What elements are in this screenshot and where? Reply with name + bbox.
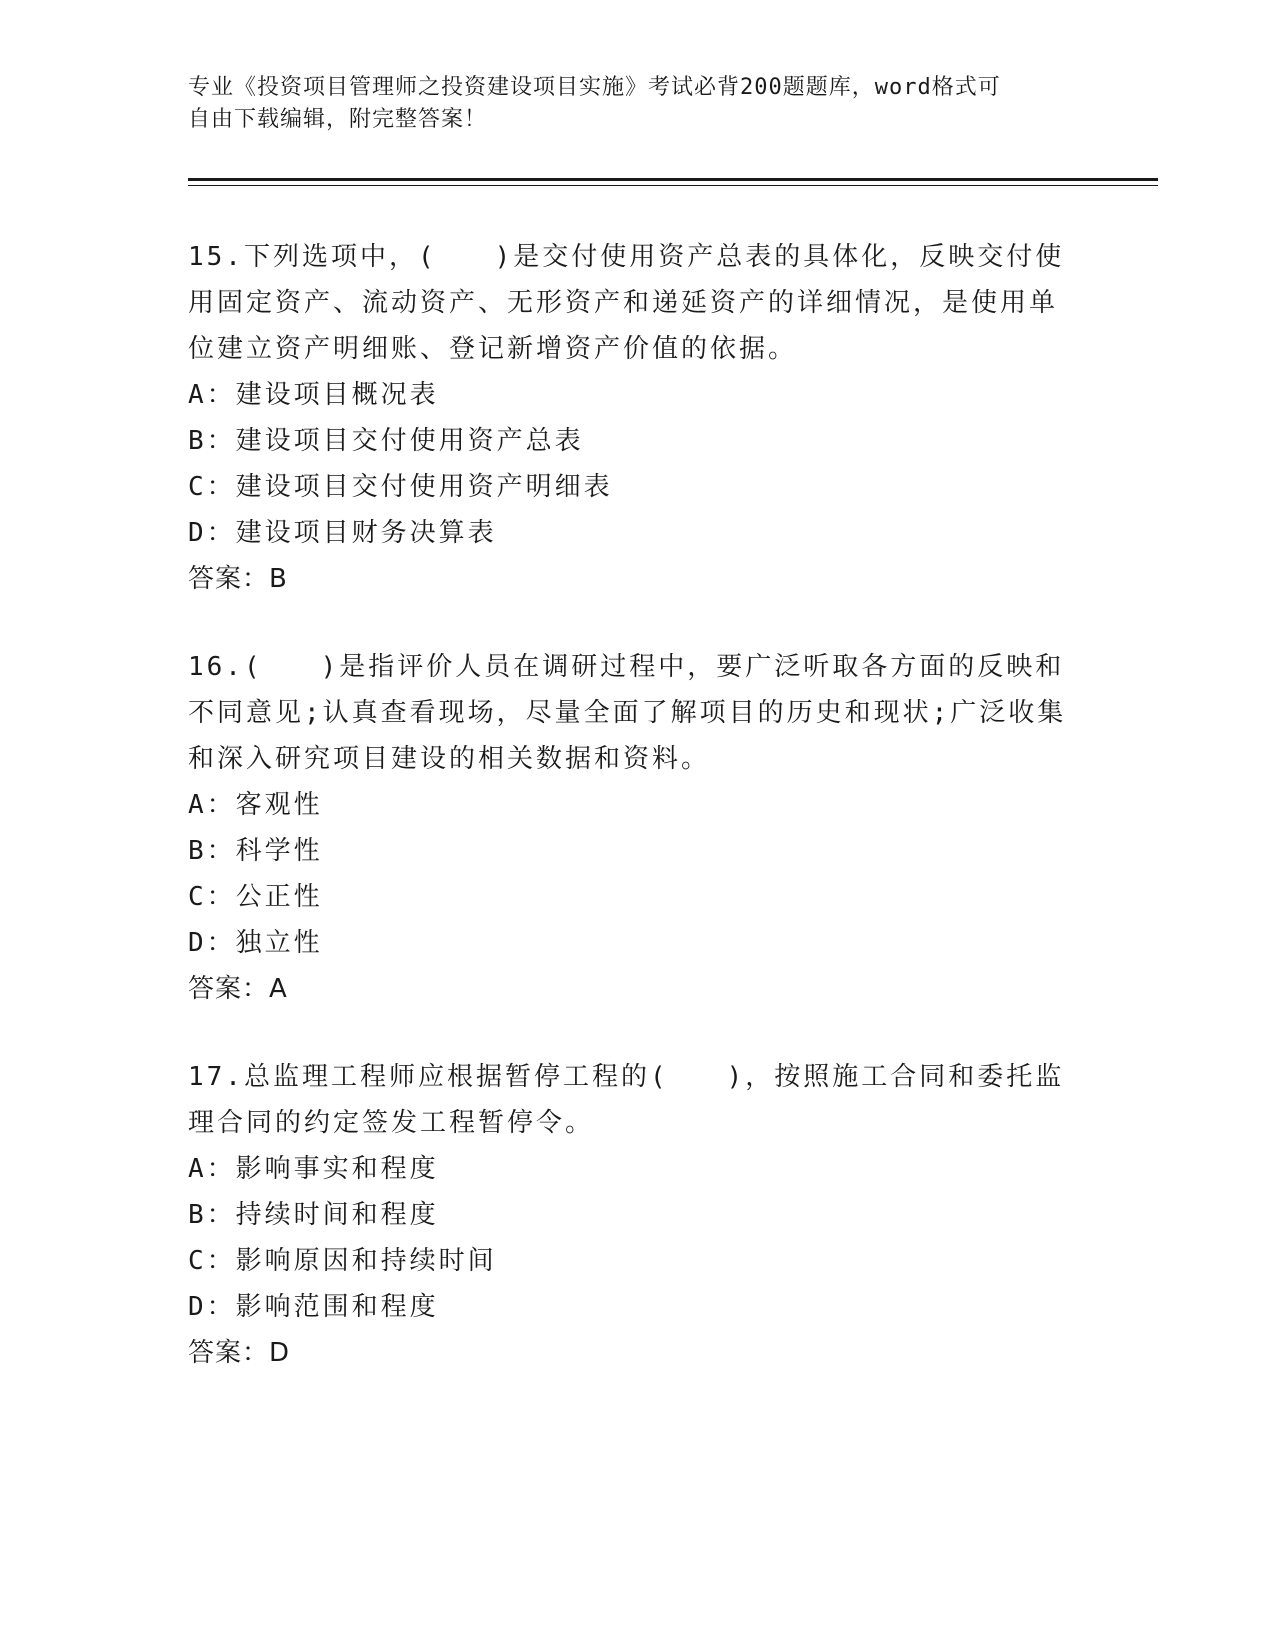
option-c: C：公正性 (188, 882, 323, 912)
option-a: A：客观性 (188, 790, 323, 820)
question-stem: 17.总监理工程师应根据暂停工程的( )，按照施工合同和委托监理合同的约定签发工程暂停令。 (188, 1062, 1065, 1138)
answer: 答案：D (188, 1338, 291, 1368)
header-line-1: 专业《投资项目管理师之投资建设项目实施》考试必背200题题库，word格式可 (188, 75, 1001, 100)
header-divider-thick (188, 178, 1158, 181)
header-line-2: 自由下载编辑，附完整答案！ (188, 107, 488, 132)
question-15 (188, 234, 1068, 602)
question-16 (188, 644, 1068, 1012)
option-c: C：影响原因和持续时间 (188, 1246, 497, 1276)
option-a: A：建设项目概况表 (188, 380, 439, 410)
option-b: B：建设项目交付使用资产总表 (188, 426, 584, 456)
document-header (188, 72, 1078, 136)
answer: 答案：A (188, 974, 288, 1004)
question-stem: 16.( )是指评价人员在调研过程中，要广泛听取各方面的反映和不同意见;认真查看现场，尽量全面了解项目的历史和现状;广泛收集和深入研究项目建设的相关数据和资料。 (188, 652, 1067, 774)
option-d: D：影响范围和程度 (188, 1292, 439, 1322)
question-17 (188, 1054, 1068, 1376)
option-a: A：影响事实和程度 (188, 1154, 439, 1184)
question-stem: 15.下列选项中，( )是交付使用资产总表的具体化，反映交付使用固定资产、流动资产、无形资产和递延资产的详细情况，是使用单位建立资产明细账、登记新增资产价值的依据。 (188, 242, 1065, 364)
header-divider-thin (188, 185, 1158, 186)
option-b: B：科学性 (188, 836, 323, 866)
option-c: C：建设项目交付使用资产明细表 (188, 472, 613, 502)
answer: 答案：B (188, 564, 288, 594)
option-b: B：持续时间和程度 (188, 1200, 439, 1230)
option-d: D：建设项目财务决算表 (188, 518, 497, 548)
option-d: D：独立性 (188, 928, 323, 958)
